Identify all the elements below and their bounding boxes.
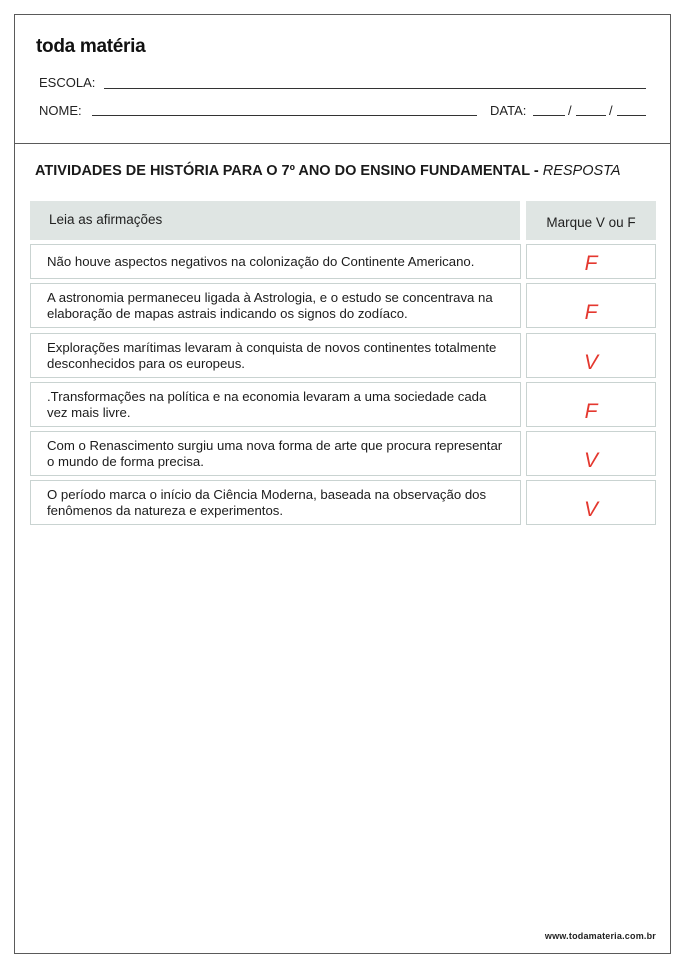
statement-cell bbox=[30, 382, 521, 427]
title-sub: RESPOSTA bbox=[542, 163, 621, 179]
date-day-line[interactable] bbox=[533, 115, 565, 116]
title-main: ATIVIDADES DE HISTÓRIA PARA O 7º ANO DO ENSINO FUNDAMENTAL bbox=[35, 163, 530, 179]
statement-text: .Transformações na política e na economia levaram a uma sociedade cada vez mais livre. bbox=[47, 388, 487, 420]
answer-mark: V bbox=[583, 351, 598, 374]
name-label: NOME: bbox=[39, 103, 82, 118]
table-row bbox=[30, 480, 656, 525]
date-year-line[interactable] bbox=[617, 115, 646, 116]
statement-cell bbox=[30, 244, 521, 279]
worksheet-header bbox=[15, 15, 670, 144]
statement-text: A astronomia permaneceu ligada à Astrologia, e o estudo se concentrava na elaboração de mapas astrais indicando os signos do zodíaco. bbox=[47, 289, 493, 321]
name-field-line[interactable] bbox=[92, 115, 477, 116]
answer-mark: V bbox=[583, 449, 598, 472]
statement-cell bbox=[30, 431, 521, 476]
worksheet-page bbox=[14, 14, 671, 954]
answer-cell[interactable] bbox=[526, 244, 656, 279]
table-row bbox=[30, 283, 656, 328]
answer-cell[interactable] bbox=[526, 333, 656, 378]
answer-cell[interactable] bbox=[526, 480, 656, 525]
school-label: ESCOLA: bbox=[39, 75, 96, 90]
answer-mark: F bbox=[584, 301, 598, 324]
answer-mark: F bbox=[584, 400, 598, 423]
statement-text: Não houve aspectos negativos na colonização do Continente Americano. bbox=[47, 253, 475, 269]
table-row bbox=[30, 382, 656, 427]
statement-text: Explorações marítimas levaram à conquista de novos continentes totalmente desconhecidos para os europeus. bbox=[47, 339, 497, 371]
column-header-statement: Leia as afirmações bbox=[30, 201, 520, 240]
answer-cell[interactable] bbox=[526, 431, 656, 476]
statement-cell bbox=[30, 283, 521, 328]
date-separator: / bbox=[568, 103, 572, 118]
answer-cell[interactable] bbox=[526, 382, 656, 427]
date-month-line[interactable] bbox=[576, 115, 606, 116]
statement-text: O período marca o início da Ciência Moderna, baseada na observação dos fenômenos da natureza e experimentos. bbox=[47, 486, 487, 518]
brand-logo: toda matéria bbox=[36, 36, 146, 57]
answer-cell[interactable] bbox=[526, 283, 656, 328]
date-separator: / bbox=[609, 103, 613, 118]
table-row bbox=[30, 333, 656, 378]
statement-cell bbox=[30, 480, 521, 525]
statement-cell bbox=[30, 333, 521, 378]
school-field-line[interactable] bbox=[104, 88, 646, 89]
table-row bbox=[30, 431, 656, 476]
column-header-answer: Marque V ou F bbox=[526, 201, 656, 240]
table-row bbox=[30, 244, 656, 279]
answer-mark: V bbox=[583, 498, 598, 521]
page-title bbox=[35, 163, 621, 179]
title-dash: - bbox=[529, 163, 543, 179]
date-label: DATA: bbox=[490, 103, 527, 118]
answer-mark: F bbox=[584, 252, 598, 275]
footer-url: www.todamateria.com.br bbox=[544, 931, 656, 941]
statement-text: Com o Renascimento surgiu uma nova forma de arte que procura representar o mundo de forma precisa. bbox=[47, 437, 503, 469]
